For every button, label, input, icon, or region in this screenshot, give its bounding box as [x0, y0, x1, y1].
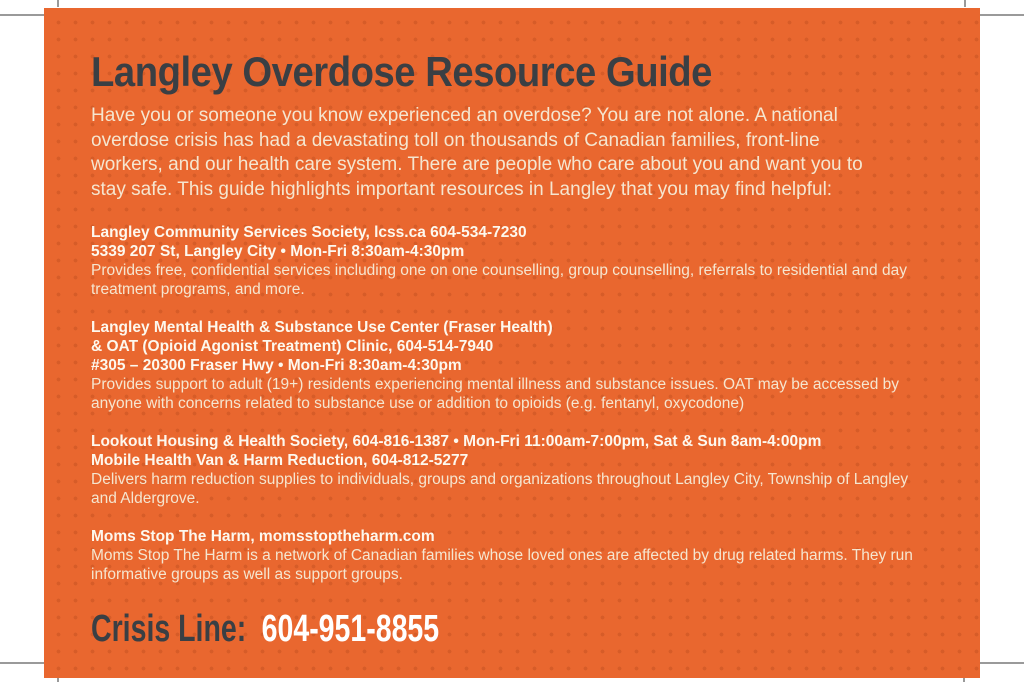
resource-description: Delivers harm reduction supplies to individuals, groups and organizations throughout Langley City, Township of Langley and Aldergrove.: [91, 471, 909, 508]
resource-section-langley-community-services: [91, 223, 942, 299]
intro-line: overdose crisis has had a devastating toll on thousands of Canadian families, front-line: [91, 129, 820, 151]
crop-mark-top-right-vertical: [964, 0, 966, 7]
crisis-line: [91, 607, 729, 651]
resource-heading-line: Langley Mental Health & Substance Use Center (Fraser Health): [91, 319, 553, 337]
resource-heading-line: & OAT (Opioid Agonist Treatment) Clinic, 604-514-7940: [91, 338, 494, 356]
resource-heading-line: #305 – 20300 Fraser Hwy • Mon-Fri 8:30am-4:30pm: [91, 357, 462, 375]
resource-description: Provides free, confidential services including one on one counselling, group counselling, referrals to residential and day treatment programs, and more.: [91, 262, 907, 299]
crop-mark-top-left-vertical: [57, 0, 59, 7]
intro-line: stay safe. This guide highlights important resources in Langley that you may find helpful:: [91, 178, 833, 200]
resource-heading-line: Moms Stop The Harm, momsstoptheharm.com: [91, 528, 435, 546]
resource-heading-line: 5339 207 St, Langley City • Mon-Fri 8:30am-4:30pm: [91, 243, 465, 261]
crop-mark-bottom-left-horizontal: [0, 662, 46, 664]
intro-paragraph: [91, 104, 942, 202]
intro-line: workers, and our health care system. There are people who care about you and want you to: [91, 154, 863, 176]
crisis-line-label: Crisis Line:: [91, 608, 247, 651]
resource-heading-line: Langley Community Services Society, lcss.ca 604-534-7230: [91, 224, 527, 242]
orange-flyer-card: [44, 8, 980, 678]
resource-section-lookout-housing: [91, 432, 942, 508]
flyer-content: [91, 44, 942, 651]
crisis-line-number: 604-951-8855: [261, 608, 440, 651]
resource-section-langley-mental-health: [91, 318, 942, 413]
resource-section-moms-stop-the-harm: [91, 527, 942, 584]
resource-heading-line: Mobile Health Van & Harm Reduction, 604-812-5277: [91, 452, 469, 470]
crop-mark-bottom-right-horizontal: [978, 662, 1024, 664]
crop-mark-top-right-horizontal: [978, 14, 1024, 16]
crop-mark-top-left-horizontal: [0, 14, 46, 16]
resource-heading-line: Lookout Housing & Health Society, 604-816-1387 • Mon-Fri 11:00am-7:00pm, Sat & Sun 8am-4:00pm: [91, 433, 822, 451]
resource-description: Moms Stop The Harm is a network of Canadian families whose loved ones are affected by drug related harms. They run informative groups as well as support groups.: [91, 547, 913, 584]
page-title: Langley Overdose Resource Guide: [91, 48, 712, 95]
intro-line: Have you or someone you know experienced an overdose? You are not alone. A national: [91, 105, 838, 127]
resource-description: Provides support to adult (19+) residents experiencing mental illness and substance issues. OAT may be accessed by anyone with concerns related to substance use or addition to opioids (e.g. fentanyl, oxycodone): [91, 376, 900, 413]
